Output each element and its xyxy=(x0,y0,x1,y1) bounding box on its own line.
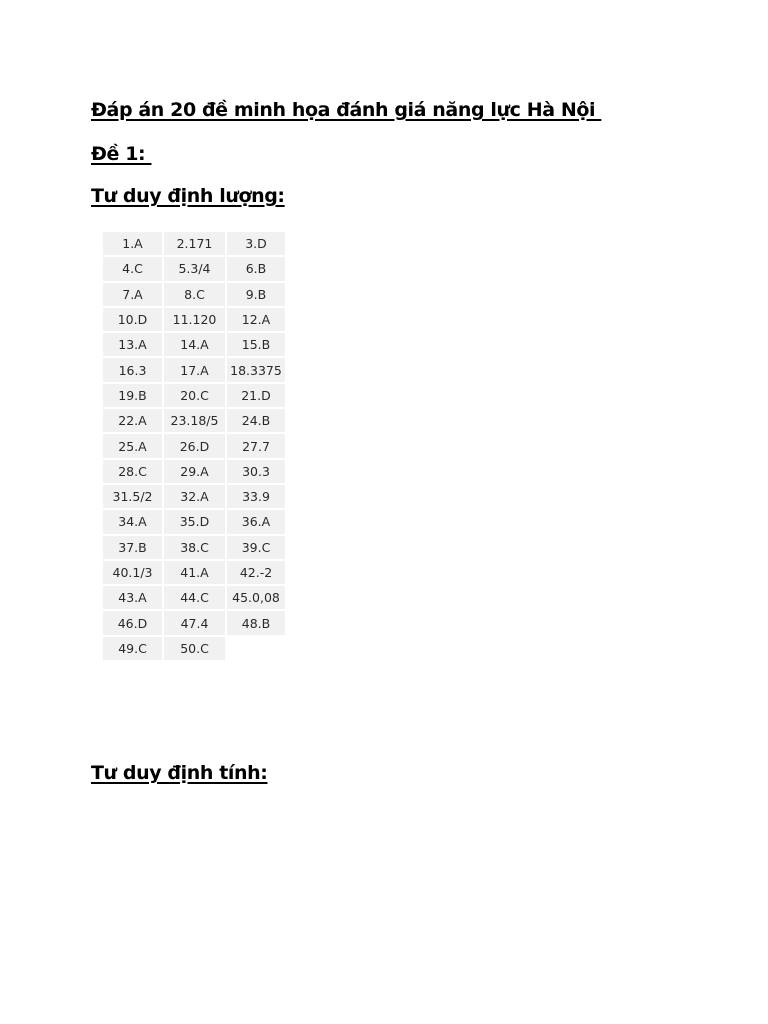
table-row xyxy=(103,384,285,407)
table-row xyxy=(103,333,285,356)
answer-cell: 5.3/4 xyxy=(164,257,225,280)
answer-cell: 49.C xyxy=(103,637,162,660)
table-row xyxy=(103,536,285,559)
answer-cell: 15.B xyxy=(227,333,285,356)
answer-cell: 42.-2 xyxy=(227,561,285,584)
answer-cell: 13.A xyxy=(103,333,162,356)
answer-cell: 21.D xyxy=(227,384,285,407)
answer-cell: 6.B xyxy=(227,257,285,280)
section-heading: Đề 1: xyxy=(91,143,152,165)
answer-cell: 24.B xyxy=(227,409,285,432)
table-row xyxy=(103,485,285,508)
empty-cell xyxy=(227,637,285,660)
table-row xyxy=(103,460,285,483)
answer-table-body xyxy=(103,232,285,660)
table-row xyxy=(103,561,285,584)
quantitative-heading: Tư duy định lượng: xyxy=(91,185,285,207)
table-row xyxy=(103,257,285,280)
answer-table xyxy=(101,230,287,662)
answer-cell: 11.120 xyxy=(164,308,225,331)
answer-cell: 32.A xyxy=(164,485,225,508)
answer-cell: 8.C xyxy=(164,283,225,306)
answer-cell: 14.A xyxy=(164,333,225,356)
table-row xyxy=(103,637,285,660)
answer-cell: 44.C xyxy=(164,586,225,609)
answer-cell: 29.A xyxy=(164,460,225,483)
answer-cell: 25.A xyxy=(103,434,162,457)
answer-cell: 37.B xyxy=(103,536,162,559)
answer-cell: 23.18/5 xyxy=(164,409,225,432)
table-row xyxy=(103,611,285,634)
answer-cell: 20.C xyxy=(164,384,225,407)
answer-cell: 31.5/2 xyxy=(103,485,162,508)
answer-cell: 28.C xyxy=(103,460,162,483)
answer-cell: 35.D xyxy=(164,510,225,533)
answer-cell: 30.3 xyxy=(227,460,285,483)
answer-cell: 34.A xyxy=(103,510,162,533)
qualitative-heading: Tư duy định tính: xyxy=(91,762,268,784)
answer-cell: 47.4 xyxy=(164,611,225,634)
answer-cell: 9.B xyxy=(227,283,285,306)
answer-cell: 17.A xyxy=(164,358,225,381)
answer-cell: 10.D xyxy=(103,308,162,331)
answer-cell: 27.7 xyxy=(227,434,285,457)
answer-cell: 38.C xyxy=(164,536,225,559)
table-row xyxy=(103,409,285,432)
answer-cell: 36.A xyxy=(227,510,285,533)
answer-cell: 50.C xyxy=(164,637,225,660)
document-title: Đáp án 20 đề minh họa đánh giá năng lực Hà Nội xyxy=(91,99,602,121)
answer-cell: 33.9 xyxy=(227,485,285,508)
table-row xyxy=(103,308,285,331)
answer-cell: 16.3 xyxy=(103,358,162,381)
answer-cell: 18.3375 xyxy=(227,358,285,381)
answer-cell: 41.A xyxy=(164,561,225,584)
answer-cell: 45.0,08 xyxy=(227,586,285,609)
answer-cell: 22.A xyxy=(103,409,162,432)
answer-cell: 7.A xyxy=(103,283,162,306)
answer-cell: 4.C xyxy=(103,257,162,280)
table-row xyxy=(103,358,285,381)
answer-cell: 43.A xyxy=(103,586,162,609)
answer-cell: 39.C xyxy=(227,536,285,559)
answer-cell: 19.B xyxy=(103,384,162,407)
answer-cell: 12.A xyxy=(227,308,285,331)
answer-cell: 1.A xyxy=(103,232,162,255)
table-row xyxy=(103,434,285,457)
table-row xyxy=(103,283,285,306)
answer-cell: 2.171 xyxy=(164,232,225,255)
table-row xyxy=(103,510,285,533)
answer-cell: 46.D xyxy=(103,611,162,634)
answer-cell: 26.D xyxy=(164,434,225,457)
table-row xyxy=(103,586,285,609)
table-row xyxy=(103,232,285,255)
answer-cell: 40.1/3 xyxy=(103,561,162,584)
answer-cell: 48.B xyxy=(227,611,285,634)
answer-cell: 3.D xyxy=(227,232,285,255)
